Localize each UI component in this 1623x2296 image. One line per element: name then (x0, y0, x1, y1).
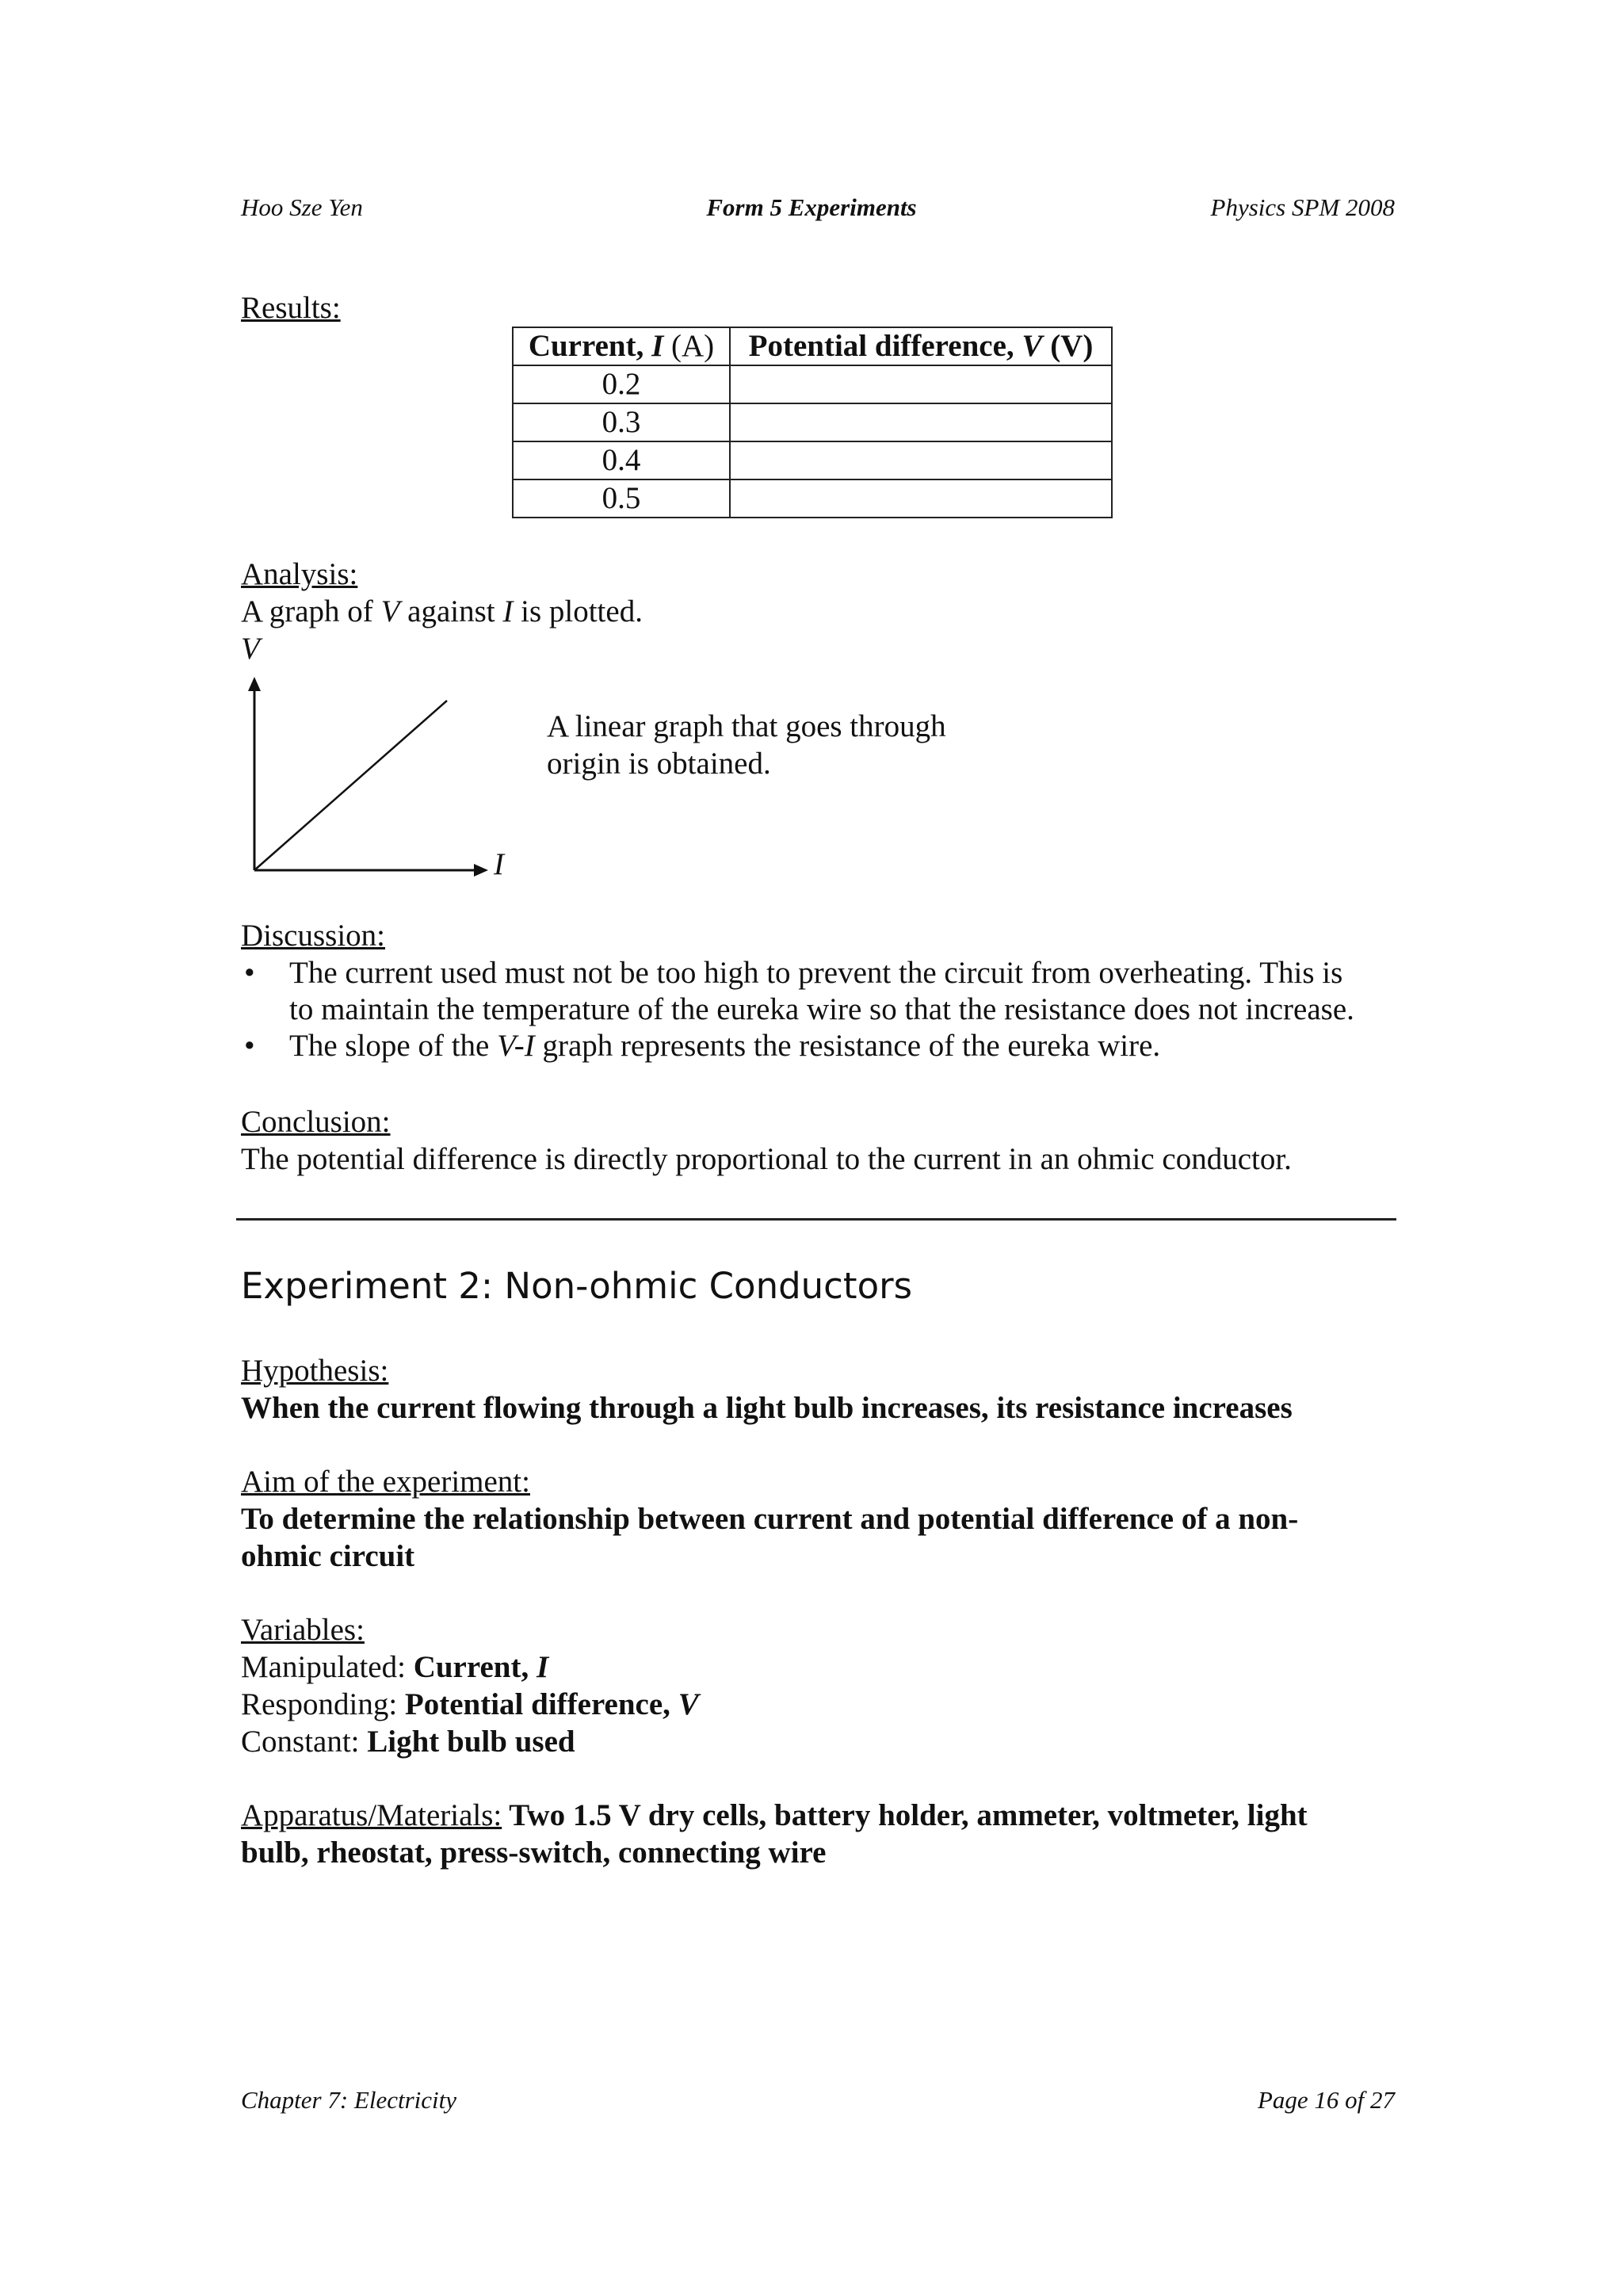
table-header-row (513, 327, 1112, 365)
table-cell-empty (730, 403, 1112, 441)
bullet-icon: • (244, 956, 255, 990)
graph-note-line2: origin is obtained. (547, 747, 771, 781)
apparatus-line1 (241, 1797, 1308, 1834)
discussion-bullet2-a: The slope of the (289, 1029, 498, 1063)
graph-note-line1: A linear graph that goes through (547, 709, 946, 743)
responding-label: Responding: (241, 1687, 405, 1721)
graph-x-axis-label: I (494, 847, 504, 881)
graph-line (254, 701, 447, 870)
table-row (513, 403, 1112, 441)
header-author: Hoo Sze Yen (241, 193, 363, 221)
experiment2-title: Experiment 2: Non-ohmic Conductors (241, 1265, 913, 1307)
table-cell-current: 0.3 (513, 403, 730, 441)
variable-manipulated (241, 1649, 548, 1686)
responding-var: V (678, 1687, 699, 1721)
analysis-text-b: against (399, 594, 503, 628)
analysis-text (241, 594, 643, 630)
variable-responding (241, 1687, 699, 1723)
results-heading: Results: (241, 291, 341, 325)
results-table (512, 327, 1113, 518)
responding-value: Potential difference, (404, 1687, 678, 1721)
table-cell-empty (730, 479, 1112, 518)
conclusion-heading: Conclusion: (241, 1105, 391, 1139)
list-item (241, 1028, 1430, 1064)
analysis-text-a: A graph of (241, 594, 381, 628)
column-header-potential-difference (730, 327, 1112, 365)
footer-chapter: Chapter 7: Electricity (241, 2086, 457, 2114)
table-row (513, 365, 1112, 403)
manipulated-var: I (536, 1650, 549, 1684)
section-divider (236, 1218, 1396, 1221)
graph-y-axis-label: V (241, 632, 260, 666)
table-cell-current: 0.5 (513, 479, 730, 518)
analysis-text-c: is plotted. (513, 594, 643, 628)
column-header-current-label: Current, (528, 329, 652, 363)
table-cell-current: 0.2 (513, 365, 730, 403)
hypothesis-text: When the current flowing through a light bulb increases, its resistance increases (241, 1391, 1293, 1425)
table-cell-empty (730, 365, 1112, 403)
column-header-current-var: I (651, 329, 664, 363)
discussion-bullet1-line1: The current used must not be too high to prevent the circuit from overheating. This is (289, 956, 1343, 990)
vi-graph (238, 666, 507, 896)
discussion-bullet2-var: V-I (497, 1029, 535, 1063)
table-cell-empty (730, 441, 1112, 479)
table-row (513, 441, 1112, 479)
manipulated-value: Current, (413, 1650, 537, 1684)
aim-line2: ohmic circuit (241, 1539, 415, 1573)
discussion-heading: Discussion: (241, 919, 386, 953)
variables-heading: Variables: (241, 1613, 365, 1647)
apparatus-line2: bulb, rheostat, press-switch, connecting wire (241, 1836, 827, 1870)
graph-y-axis-arrow (248, 677, 261, 691)
conclusion-text: The potential difference is directly proportional to the current in an ohmic conductor. (241, 1142, 1292, 1176)
list-item (241, 955, 1430, 1028)
header-title: Form 5 Experiments (706, 193, 917, 221)
column-header-pd-label: Potential difference, (748, 329, 1022, 363)
variable-constant (241, 1724, 575, 1760)
hypothesis-heading: Hypothesis: (241, 1354, 389, 1388)
table-cell-current: 0.4 (513, 441, 730, 479)
aim-line1: To determine the relationship between current and potential difference of a non- (241, 1502, 1299, 1536)
column-header-current (513, 327, 730, 365)
aim-heading: Aim of the experiment: (241, 1465, 530, 1499)
column-header-pd-unit: (V) (1042, 329, 1094, 363)
discussion-bullet1-line2: to maintain the temperature of the eureka wire so that the resistance does not increase. (289, 992, 1354, 1026)
apparatus-text-line1: Two 1.5 V dry cells, battery holder, ammeter, voltmeter, light (502, 1798, 1308, 1832)
column-header-pd-var: V (1022, 329, 1043, 363)
discussion-list (241, 955, 1430, 1064)
graph-x-axis-arrow (474, 864, 488, 877)
discussion-bullet2-b: graph represents the resistance of the eureka wire. (534, 1029, 1161, 1063)
analysis-heading: Analysis: (241, 557, 358, 591)
footer-page-number: Page 16 of 27 (1257, 2086, 1395, 2114)
column-header-current-unit: (A) (663, 329, 715, 363)
bullet-icon: • (244, 1029, 255, 1063)
header-course: Physics SPM 2008 (1210, 193, 1395, 221)
table-row (513, 479, 1112, 518)
constant-label: Constant: (241, 1725, 368, 1759)
constant-value: Light bulb used (367, 1725, 575, 1759)
analysis-var-i: I (502, 594, 514, 628)
apparatus-heading: Apparatus/Materials: (241, 1798, 502, 1832)
manipulated-label: Manipulated: (241, 1650, 414, 1684)
analysis-var-v: V (380, 594, 400, 628)
